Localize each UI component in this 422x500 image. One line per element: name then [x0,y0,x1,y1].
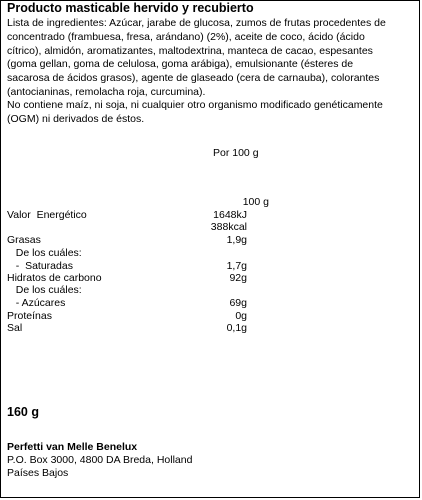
nutrient-name: De los cuáles: [7,247,82,259]
nutrition-row-carbs-of-which [7,284,247,297]
ingredients-list [7,17,415,100]
nutrient-value: 1,9g [226,234,247,246]
per-100g-label: Por 100 g [213,147,259,159]
gmo-line: No contiene maíz, ni soja, ni cualquier otro organismo modificado genéticamente [7,99,383,111]
nutrient-name: De los cuáles: [7,284,82,296]
company-info [7,441,192,480]
nutrition-row-salt [7,322,247,335]
nutrition-row-sugars [7,297,247,310]
nutrient-name: Hidratos de carbono [7,272,102,284]
ingredients-line: cítrico), almidón, aromatizantes, maltodextrina, manteca de cacao, espesantes [7,44,373,57]
nutrient-name: Proteínas [7,310,52,322]
nutrient-value: 92g [229,272,247,284]
quantity-header: 100 g [242,196,269,208]
ingredients-line: concentrado (frambuesa, fresa, arándano) (2%), aceite de coco, ácido (ácido [7,30,365,43]
nutrient-value: 1,7g [226,260,247,272]
nutrient-name: Grasas [7,234,41,246]
nutrient-value: 69g [229,297,247,309]
company-country: Países Bajos [7,467,69,479]
company-name: Perfetti van Melle Benelux [7,441,138,453]
nutrient-name: Sal [7,322,23,334]
nutrition-row-fat-of-which [7,247,247,260]
company-address-line: P.O. Box 3000, 4800 DA Breda, Holland [7,454,193,466]
nutrient-value: 388kcal [210,221,247,233]
ingredients-line: (antocianinas, remolacha roja, curcumina). [7,85,206,98]
nutrient-value: 1648kJ [213,209,247,221]
nutrition-row-fat [7,234,247,247]
nutrient-name: - Azúcares [7,297,66,309]
nutrient-name: Valor Energético [7,209,87,221]
gmo-statement [7,99,415,127]
ingredients-line: sacarosa de ácidos grasos), agente de glaseado (cera de carnauba), colorantes [7,72,380,85]
ingredients-line: Lista de ingredientes: Azúcar, jarabe de glucosa, zumos de frutas procedentes de [7,17,386,29]
ingredients-line: (goma gellan, goma de celulosa, goma arábiga), emulsionante (ésteres de [7,58,354,71]
nutrition-row-energy-kcal [7,221,247,234]
product-title: Producto masticable hervido y recubierto [7,1,254,15]
net-weight: 160 g [7,405,39,419]
nutrient-value: 0g [235,310,247,322]
nutrient-name: - Saturadas [7,260,73,272]
gmo-line: (OGM) ni derivados de éstos. [7,112,145,125]
nutrient-value: 0,1g [226,322,247,334]
